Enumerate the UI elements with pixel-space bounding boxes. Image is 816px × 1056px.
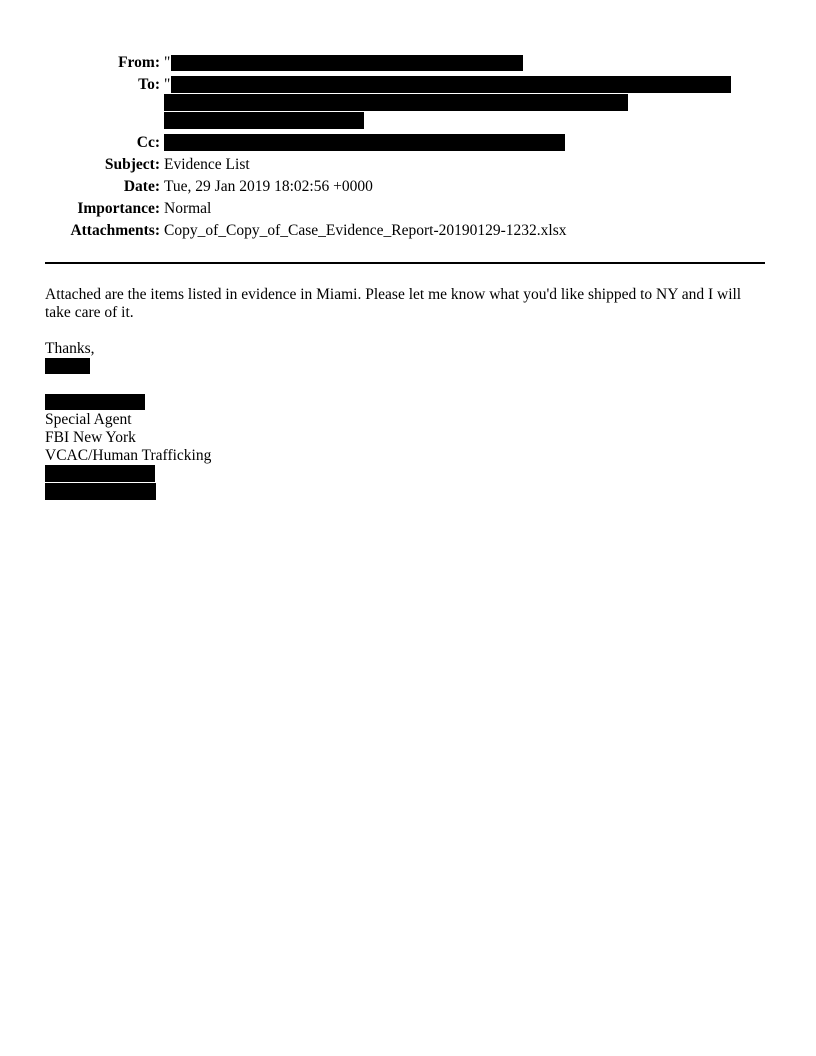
sender-full-name-redaction: [45, 394, 145, 410]
sender-first-name-redaction: [45, 358, 90, 374]
from-redaction: [171, 55, 523, 71]
attachments-row: [0, 221, 816, 241]
signature-title: Special Agent: [45, 411, 132, 428]
signature-unit: VCAC/Human Trafficking: [45, 447, 212, 464]
closing-line: Thanks,: [45, 340, 95, 357]
importance-row: [0, 199, 816, 219]
date-label: Date:: [123, 178, 160, 195]
to-redaction-3: [164, 112, 364, 129]
attachments-label: Attachments:: [70, 222, 160, 239]
subject-label: Subject:: [104, 156, 160, 173]
importance-value: Normal: [164, 200, 212, 217]
to-redaction-1: [171, 76, 731, 93]
date-value: Tue, 29 Jan 2019 18:02:56 +0000: [164, 178, 373, 195]
message-body: Attached are the items listed in evidence in Miami. Please let me know what you'd like shipped to NY and I will take care of it.: [45, 286, 742, 321]
to-redaction-2: [164, 94, 628, 111]
to-quote: ": [164, 76, 171, 93]
cc-redaction: [164, 134, 565, 151]
signature-contact-redaction-1: [45, 465, 155, 482]
signature-contact-redaction-2: [45, 483, 156, 500]
from-label: From:: [118, 54, 160, 71]
cc-label: Cc:: [136, 134, 160, 151]
importance-label: Importance:: [77, 200, 160, 217]
attachment-filename: Copy_of_Copy_of_Case_Evidence_Report-20190129-1232.xlsx: [164, 222, 567, 239]
date-row: [0, 177, 816, 197]
signature-office: FBI New York: [45, 429, 136, 446]
from-quote: ": [164, 54, 171, 71]
subject-row: [0, 155, 816, 175]
subject-value: Evidence List: [164, 156, 250, 173]
header-divider: [45, 262, 765, 264]
to-label: To:: [138, 76, 160, 93]
